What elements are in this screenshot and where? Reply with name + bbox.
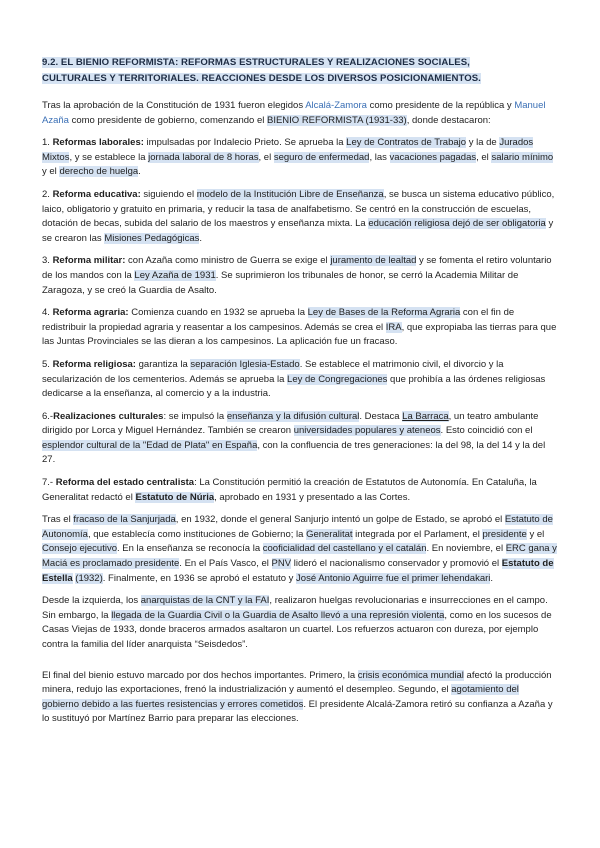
highlight: derecho de huelga: [59, 166, 139, 178]
highlight: fracaso de la Sanjurjada: [73, 514, 176, 526]
highlight: (1932): [75, 572, 103, 584]
highlight: Estatuto de Núria: [135, 491, 215, 503]
alcala-zamora-link: Alcalá-Zamora: [305, 100, 367, 111]
highlight: llegada de la Guardia Civil o la Guardia de Asalto llevó a una represión violenta: [111, 609, 445, 621]
section-heading: Reforma del estado centralista: [55, 477, 195, 489]
highlight: presidente: [482, 528, 527, 540]
spacer: [42, 661, 558, 669]
paragraph-reforma-educativa: 2. Reforma educativa: siguiendo el modelo de la Institución Libre de Enseñanza, se busca un sistema educativo público, laico, obligatorio y gratuito en primaria, y reducir la tasa de analfabetismo. Se centró en la construcción de escuelas, dotación de becas, subida del salario de los maestros y enseñanza mixta. La educación religiosa dejó de ser obligatoria y se crearon las Misiones Pedagógicas.: [42, 188, 555, 244]
highlight: juramento de lealtad: [330, 255, 417, 267]
paragraph-final-bienio: El final del bienio estuvo marcado por dos hechos importantes. Primero, la crisis económica mundial afectó la producción minera, redujo las exportaciones, frenó la industrialización y aumentó el desempleo. Segundo, el agotamiento del gobierno debido a las fuertes resistencias y errores cometidos. El presidente Alcalá-Zamora retiró su confianza a Azaña y lo sustituyó por Martínez Barrio para preparar las elecciones.: [42, 669, 553, 725]
paragraph-reforma-agraria: 4. Reforma agraria: Comienza cuando en 1932 se aprueba la Ley de Bases de la Reforma Agraria con el fin de redistribuir la propiedad agraria y reasentar a los campesinos. Además se crea el IRA, que expropiaba las tierras para que las Juntas Provinciales se las dieran a los campesinos. La aplicación fue un fracaso.: [42, 307, 557, 348]
highlight: crisis económica mundial: [357, 669, 464, 681]
section-heading: Reforma educativa:: [52, 188, 141, 200]
section-heading: Reforma religiosa:: [52, 358, 136, 370]
highlight: Ley de Bases de la Reforma Agraria: [307, 307, 461, 319]
highlight: Ley Azaña de 1931: [134, 269, 216, 281]
highlight: jornada laboral de 8 horas: [148, 151, 259, 163]
highlight: Consejo ejecutivo: [42, 543, 117, 555]
paragraph-reforma-religiosa: 5. Reforma religiosa: garantiza la separación Iglesia-Estado. Se establece el matrimonio civil, el divorcio y la secularización de los cementerios. Además se aprueba la Ley de Congregaciones que prohibía a las órdenes religiosas dedicarse a la enseñanza, al comercio y a la industria.: [42, 358, 546, 400]
paragraph-reforma-militar: 3. Reforma militar: con Azaña como ministro de Guerra se exige el juramento de lealtad y se fomenta el retiro voluntario de los mandos con la Ley Azaña de 1931. Se suprimieron los tribunales de honor, se cerró la Academia Militar de Zaragoza, y se creó la Guardia de Asalto.: [42, 255, 552, 296]
highlight: esplendor cultural de la "Edad de Plata" en España: [42, 439, 258, 451]
highlight: modelo de la Institución Libre de Enseñanza: [196, 188, 384, 200]
highlight: PNV: [271, 558, 292, 570]
highlight: Jurados Mixtos: [42, 137, 534, 163]
highlight: Ley de Contratos de Trabajo: [346, 137, 467, 149]
highlight: Estatuto de Estella: [42, 558, 554, 584]
highlight: educación religiosa dejó de ser obligatoria: [368, 218, 546, 230]
highlight: agotamiento del gobierno debido a las fuertes resistencias y errores cometidos: [42, 684, 519, 710]
title-line-2: CULTURALES Y TERRITORIALES. REACCIONES DESDE LOS DIVERSOS POSICIONAMIENTOS.: [42, 73, 481, 84]
highlight: Misiones Pedagógicas: [104, 232, 200, 244]
paragraph-estatutos: Tras el fracaso de la Sanjurjada, en 1932, donde el general Sanjurjo intentó un golpe de Estado, se aprobó el Estatuto de Autonomía, que establecía como instituciones de Gobierno; la Generalitat integrada por el Parlament, el presidente y el Consejo ejecutivo. En la enseñanza se reconocía la cooficialidad del castellano y el catalán. En noviembre, el ERC gana y Maciá es proclamado presidente. En el País Vasco, el PNV lideró el nacionalismo conservador y promovió el Estatuto de Estella (1932). Finalmente, en 1936 se aprobó el estatuto y José Antonio Aguirre fue el primer lehendakari.: [42, 514, 557, 584]
highlight: La Barraca: [402, 410, 449, 422]
highlight: seguro de enfermedad: [273, 151, 370, 163]
paragraph-reformas-laborales: 1. Reformas laborales: impulsadas por Indalecio Prieto. Se aprueba la Ley de Contratos de Trabajo y la de Jurados Mixtos, y se establece la jornada laboral de 8 horas, el seguro de enfermedad, las vacaciones pagadas, el salario mínimo y el derecho de huelga.: [42, 137, 554, 178]
highlight: separación Iglesia-Estado: [190, 358, 300, 370]
highlight: salario mínimo: [491, 151, 554, 163]
highlight: Generalitat: [306, 528, 353, 540]
highlight: enseñanza y la difusión cultural: [226, 410, 360, 422]
section-heading: Reforma agraria:: [52, 307, 129, 319]
section-heading: Reformas laborales:: [52, 137, 144, 149]
highlight: anarquistas de la CNT y la FAI: [140, 595, 270, 607]
highlight: Estatuto de Autonomía: [42, 514, 553, 540]
title-line-1: 9.2. EL BIENIO REFORMISTA: REFORMAS ESTRUCTURALES Y REALIZACIONES SOCIALES,: [42, 57, 470, 68]
page-title: [42, 55, 558, 87]
manuel-azana-link: Manuel Azaña: [42, 100, 546, 126]
highlight: vacaciones pagadas: [389, 151, 477, 163]
highlight: universidades populares y ateneos: [293, 425, 441, 437]
section-heading: Reforma militar:: [52, 255, 126, 267]
section-heading: Realizaciones culturales: [53, 410, 164, 422]
paragraph-realizaciones-culturales: 6.-Realizaciones culturales: se impulsó la enseñanza y la difusión cultural. Destaca La Barraca, un teatro ambulante dirigido por Lorca y Miguel Hernández. También se crearon universidades populares y ateneos. Esto coincidió con el esplendor cultural de la "Edad de Plata" en España, con la confluencia de tres generaciones: la del 98, la del 14 y la del 27.: [42, 410, 546, 466]
highlight: cooficialidad del castellano y el catalán: [262, 543, 427, 555]
highlight: IRA: [385, 321, 402, 333]
paragraph-estado-centralista: 7.- Reforma del estado centralista: La Constitución permitió la creación de Estatutos de Autonomía. En Cataluña, la Generalitat redactó el Estatuto de Núria, aprobado en 1931 y presentado a las Cortes.: [42, 477, 537, 503]
highlight: Ley de Congregaciones: [287, 373, 388, 385]
document-page: [42, 55, 558, 735]
paragraph-izquierda: Desde la izquierda, los anarquistas de la CNT y la FAI, realizaron huelgas revolucionarias e insurrecciones en el campo. Sin embargo, la llegada de la Guardia Civil o la Guardia de Asalto llevó a una represión violenta, como en los sucesos de Casas Viejas de 1933, donde braceros armados asaltaron un cuartel. Los refuerzos actuaron con dureza, por ejemplo contra la familia del líder anarquista “Seisdedos”.: [42, 595, 552, 650]
highlight: BIENIO REFORMISTA (1931-33): [266, 114, 407, 126]
highlight: José Antonio Aguirre fue el primer lehendakari: [296, 572, 491, 584]
highlight: ERC gana y Maciá es proclamado presidente: [42, 543, 557, 570]
intro-paragraph: Tras la aprobación de la Constitución de 1931 fueron elegidos Alcalá-Zamora como presidente de la república y Manuel Azaña como presidente de gobierno, comenzando el BIENIO REFORMISTA (1931-33), donde destacaron:: [42, 100, 546, 126]
